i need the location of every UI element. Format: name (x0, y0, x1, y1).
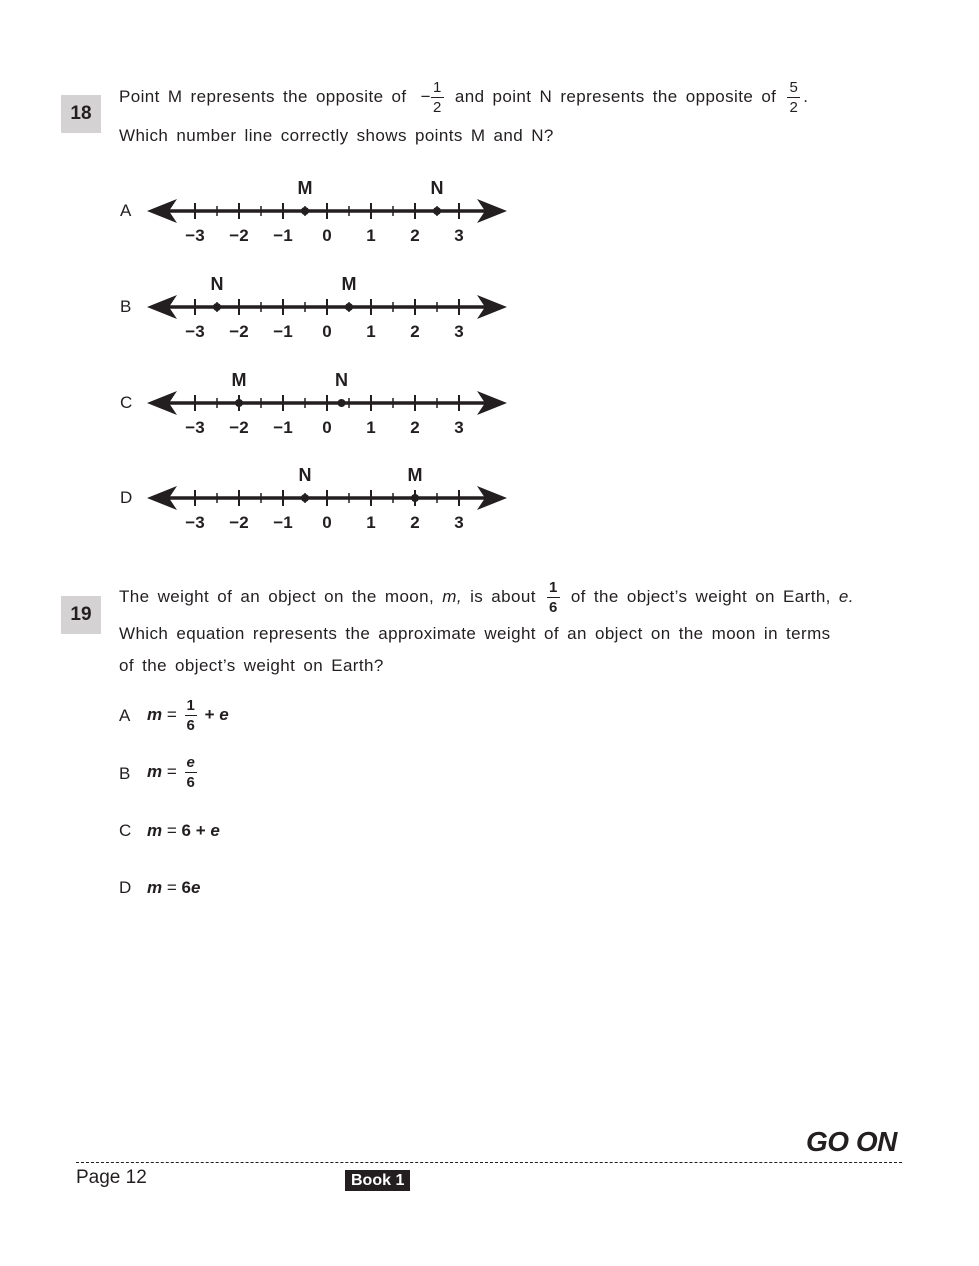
point-m-dot (235, 399, 243, 407)
number-line-a (143, 180, 513, 248)
choice-d-equation (147, 878, 200, 898)
tick-label: −1 (273, 418, 293, 437)
tick-label: 2 (410, 418, 420, 437)
tick-label: −3 (185, 322, 205, 341)
tick-label: 0 (322, 226, 332, 245)
choice-b-letter: B (119, 764, 131, 783)
fraction-one-half (431, 80, 444, 115)
point-n-label: N (298, 467, 312, 485)
tick-label: 0 (322, 322, 332, 341)
tick-label: −1 (273, 513, 293, 532)
number-line-c (143, 372, 513, 440)
point-n-label: N (210, 276, 224, 294)
q19-var-m: m, (442, 586, 462, 606)
tick-label: 0 (322, 418, 332, 437)
frac-denominator: 2 (432, 99, 442, 116)
eq-var: e (191, 878, 201, 897)
eq-fraction (185, 755, 197, 790)
tick-label: −2 (229, 513, 249, 532)
eq-text: 6 (181, 878, 191, 897)
q18-period: . (803, 86, 809, 106)
q19-text-part1: The weight of an object on the moon, (119, 586, 435, 606)
tick-label: −3 (185, 418, 205, 437)
number-line-d (143, 467, 513, 535)
page-number: Page 12 (76, 1167, 147, 1188)
choice-b-equation (147, 755, 200, 790)
tick-label: 3 (454, 322, 464, 341)
eq-plus: + (204, 704, 215, 724)
frac-numerator: 1 (548, 579, 558, 596)
option-c-letter: C (120, 393, 133, 412)
tick-label: 2 (410, 513, 420, 532)
fraction-one-sixth (547, 580, 560, 615)
point-n-dot (301, 494, 309, 502)
question-number-19: 19 (61, 596, 101, 634)
tick-label: 1 (366, 418, 376, 437)
tick-label: −2 (229, 418, 249, 437)
choice-a-equation (147, 698, 229, 733)
frac-numerator: 1 (186, 697, 195, 714)
q19-text-part3: of the object’s weight on Earth, (570, 586, 831, 606)
tick-label: 3 (454, 226, 464, 245)
q18-text-part1: Point M represents the opposite of (119, 86, 407, 106)
tick-label: −1 (273, 226, 293, 245)
point-m-label: M (407, 467, 423, 485)
tick-label: 3 (454, 513, 464, 532)
option-d-letter: D (120, 488, 133, 507)
choice-a-letter: A (119, 706, 131, 725)
fraction-five-halves (787, 80, 800, 115)
point-m-dot (345, 303, 353, 311)
eq-sign: = (166, 878, 177, 897)
point-n-label: N (430, 180, 444, 198)
q18-text-part2: and point N represents the opposite of (454, 86, 777, 106)
tick-label: 2 (410, 322, 420, 341)
point-m-label: M (341, 276, 357, 294)
q19-text-part2: is about (470, 586, 536, 606)
question-19-line1 (119, 580, 854, 615)
eq-lhs: m (147, 761, 163, 781)
point-n-label: N (335, 372, 349, 390)
q18-frac1-sign: − (420, 86, 431, 106)
point-m-label: M (231, 372, 247, 390)
tick-label: −3 (185, 513, 205, 532)
eq-lhs: m (147, 704, 163, 724)
q19-var-e: e. (838, 586, 854, 606)
eq-var: e (210, 821, 220, 840)
eq-lhs: m (147, 821, 163, 840)
tick-label: −2 (229, 226, 249, 245)
eq-fraction (185, 698, 197, 733)
tick-label: 1 (366, 226, 376, 245)
frac-numerator: 5 (789, 79, 799, 96)
eq-var: e (219, 704, 229, 724)
eq-sign: = (166, 704, 177, 724)
option-a-letter: A (120, 201, 132, 220)
frac-denominator: 6 (186, 774, 195, 791)
number-line-b (143, 276, 513, 344)
go-on-label: GO ON (806, 1126, 897, 1157)
frac-denominator: 6 (548, 599, 558, 616)
point-n-dot (433, 207, 441, 215)
frac-denominator: 2 (789, 99, 799, 116)
book-label: Book 1 (345, 1170, 410, 1191)
tick-label: 1 (366, 322, 376, 341)
question-19-line3: of the object’s weight on Earth? (119, 656, 384, 675)
footer-divider (76, 1162, 902, 1163)
eq-text: 6 + (181, 821, 206, 840)
choice-c-equation (147, 821, 220, 841)
tick-label: 3 (454, 418, 464, 437)
tick-label: −2 (229, 322, 249, 341)
frac-numerator: 1 (432, 79, 442, 96)
point-n-dot (213, 303, 221, 311)
frac-numerator: e (186, 754, 195, 771)
tick-label: −3 (185, 226, 205, 245)
tick-label: 2 (410, 226, 420, 245)
frac-denominator: 6 (186, 717, 195, 734)
point-m-label: M (297, 180, 313, 198)
question-18-line1 (119, 80, 808, 115)
tick-label: 1 (366, 513, 376, 532)
question-number-18: 18 (61, 95, 101, 133)
eq-sign: = (166, 821, 177, 840)
tick-label: 0 (322, 513, 332, 532)
choice-c-letter: C (119, 821, 132, 840)
choice-d-letter: D (119, 878, 132, 897)
eq-lhs: m (147, 878, 163, 897)
eq-sign: = (166, 761, 177, 781)
question-18-line2: Which number line correctly shows points M and N? (119, 126, 554, 145)
question-19-line2: Which equation represents the approximate weight of an object on the moon in terms (119, 624, 831, 643)
option-b-letter: B (120, 297, 132, 316)
point-m-dot (411, 494, 419, 502)
point-m-dot (301, 207, 309, 215)
tick-label: −1 (273, 322, 293, 341)
point-n-dot (338, 399, 346, 407)
